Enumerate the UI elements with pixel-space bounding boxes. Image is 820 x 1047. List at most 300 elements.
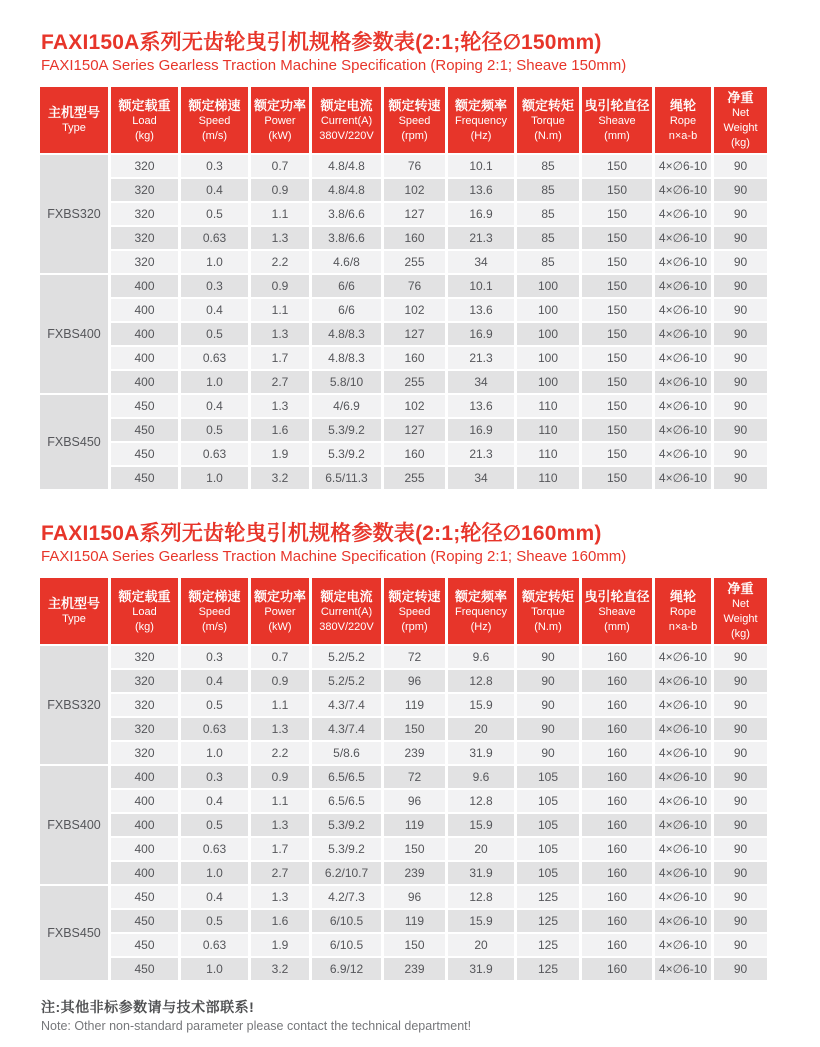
spec-cell: 0.9: [251, 766, 309, 788]
spec-cell: 105: [517, 862, 579, 884]
spec-cell: 320: [111, 646, 178, 668]
spec-cell: 5.2/5.2: [312, 670, 381, 692]
spec-row: [40, 814, 767, 836]
column-header-unit: (mm): [604, 620, 630, 633]
spec-cell: 239: [384, 742, 445, 764]
spec-row: [40, 467, 767, 489]
spec-cell: 4.8/4.8: [312, 155, 381, 177]
spec-cell: 0.9: [251, 670, 309, 692]
column-header-cn: 额定梯速: [188, 97, 241, 113]
spec-cell: 85: [517, 251, 579, 273]
spec-cell: 160: [582, 790, 652, 812]
spec-cell: 34: [448, 371, 514, 393]
spec-cell: 90: [714, 910, 767, 932]
spec-cell: 20: [448, 838, 514, 860]
section-title-en: FAXI150A Series Gearless Traction Machine Specification (Roping 2:1; Sheave 150mm): [41, 57, 627, 74]
spec-cell: 1.0: [181, 862, 248, 884]
spec-cell: 450: [111, 419, 178, 441]
column-header-en: Torque: [531, 605, 565, 618]
spec-cell: 90: [517, 670, 579, 692]
column-header-cn: 额定载重: [118, 97, 171, 113]
spec-row: [40, 718, 767, 740]
spec-cell: 3.2: [251, 958, 309, 980]
column-header-en: Speed: [398, 114, 431, 127]
spec-cell: 320: [111, 251, 178, 273]
spec-cell: 0.63: [181, 347, 248, 369]
spec-cell: 255: [384, 467, 445, 489]
spec-cell: 4×∅6-10: [655, 910, 711, 932]
spec-cell: 31.9: [448, 958, 514, 980]
spec-cell: 1.3: [251, 718, 309, 740]
spec-cell: 4.8/4.8: [312, 179, 381, 201]
spec-cell: 9.6: [448, 766, 514, 788]
column-header-unit: (m/s): [201, 620, 228, 633]
column-header-cn: 额定转矩: [521, 97, 574, 113]
spec-cell: 255: [384, 371, 445, 393]
spec-cell: 0.5: [181, 419, 248, 441]
spec-cell: 0.5: [181, 910, 248, 932]
spec-cell: 150: [582, 299, 652, 321]
spec-row: [40, 251, 767, 273]
spec-cell: 76: [384, 155, 445, 177]
spec-cell: 31.9: [448, 742, 514, 764]
spec-cell: 255: [384, 251, 445, 273]
spec-row: [40, 395, 767, 417]
spec-cell: 0.3: [181, 646, 248, 668]
spec-cell: 90: [714, 347, 767, 369]
machine-type-cell: FXBS320: [40, 155, 108, 273]
column-header-unit: (Hz): [470, 129, 492, 142]
column-header-unit: (N.m): [534, 620, 562, 633]
spec-cell: 450: [111, 934, 178, 956]
spec-cell: 0.4: [181, 395, 248, 417]
spec-cell: 6/6: [312, 275, 381, 297]
spec-cell: 1.0: [181, 251, 248, 273]
spec-cell: 5.3/9.2: [312, 814, 381, 836]
footnote: [41, 998, 820, 1034]
spec-cell: 119: [384, 694, 445, 716]
spec-cell: 0.4: [181, 886, 248, 908]
spec-cell: 100: [517, 275, 579, 297]
spec-cell: 0.5: [181, 694, 248, 716]
spec-cell: 90: [517, 646, 579, 668]
spec-cell: 4×∅6-10: [655, 323, 711, 345]
machine-type-cell: FXBS400: [40, 275, 108, 393]
spec-cell: 150: [582, 275, 652, 297]
spec-cell: 450: [111, 958, 178, 980]
spec-cell: 4×∅6-10: [655, 155, 711, 177]
column-header-en: Speed: [398, 605, 431, 618]
spec-cell: 6.9/12: [312, 958, 381, 980]
spec-cell: 90: [714, 934, 767, 956]
spec-cell: 4×∅6-10: [655, 251, 711, 273]
spec-cell: 96: [384, 790, 445, 812]
spec-cell: 320: [111, 718, 178, 740]
column-header-en: Net Weight: [723, 598, 758, 625]
header-row: [40, 578, 767, 644]
spec-cell: 2.2: [251, 742, 309, 764]
spec-cell: 6/6: [312, 299, 381, 321]
spec-cell: 320: [111, 742, 178, 764]
column-header-unit: (mm): [604, 129, 630, 142]
column-header: [40, 87, 108, 153]
machine-type-cell: FXBS400: [40, 766, 108, 884]
column-header-unit: (Hz): [470, 620, 492, 633]
spec-cell: 90: [714, 179, 767, 201]
spec-cell: 0.63: [181, 838, 248, 860]
column-header: [181, 87, 248, 153]
spec-cell: 12.8: [448, 670, 514, 692]
column-header: [312, 578, 381, 644]
spec-row: [40, 179, 767, 201]
spec-cell: 72: [384, 646, 445, 668]
spec-cell: 4×∅6-10: [655, 179, 711, 201]
spec-cell: 90: [714, 646, 767, 668]
spec-cell: 0.63: [181, 443, 248, 465]
spec-cell: 150: [582, 227, 652, 249]
spec-cell: 90: [714, 670, 767, 692]
spec-cell: 9.6: [448, 646, 514, 668]
spec-section-sheave-150: [41, 30, 820, 491]
spec-cell: 20: [448, 934, 514, 956]
spec-cell: 90: [517, 742, 579, 764]
column-header-cn: 绳轮: [669, 97, 696, 113]
spec-cell: 150: [582, 419, 652, 441]
spec-cell: 85: [517, 179, 579, 201]
column-header-cn: 主机型号: [47, 596, 100, 611]
spec-cell: 4×∅6-10: [655, 203, 711, 225]
column-header-cn: 额定频率: [454, 97, 507, 113]
spec-cell: 1.3: [251, 395, 309, 417]
spec-cell: 4.2/7.3: [312, 886, 381, 908]
spec-row: [40, 347, 767, 369]
spec-cell: 400: [111, 323, 178, 345]
spec-row: [40, 742, 767, 764]
spec-cell: 105: [517, 838, 579, 860]
spec-cell: 4×∅6-10: [655, 670, 711, 692]
spec-cell: 1.6: [251, 910, 309, 932]
column-header-cn: 绳轮: [669, 588, 696, 604]
spec-cell: 0.7: [251, 646, 309, 668]
column-header: [384, 578, 445, 644]
spec-cell: 0.4: [181, 670, 248, 692]
column-header-en: Speed: [198, 605, 231, 618]
spec-cell: 125: [517, 910, 579, 932]
column-header-en: Type: [62, 122, 86, 134]
column-header-en: Load: [132, 605, 157, 618]
spec-row: [40, 790, 767, 812]
column-header-cn: 额定电流: [320, 588, 373, 604]
spec-cell: 10.1: [448, 275, 514, 297]
spec-cell: 90: [714, 251, 767, 273]
section-title-cn: FAXI150A系列无齿轮曳引机规格参数表(2:1;轮径∅150mm): [41, 31, 602, 54]
column-header-unit: (kW): [268, 129, 292, 142]
spec-cell: 110: [517, 419, 579, 441]
spec-cell: 1.1: [251, 790, 309, 812]
spec-row: [40, 862, 767, 884]
spec-cell: 450: [111, 910, 178, 932]
column-header: [40, 578, 108, 644]
spec-cell: 13.6: [448, 395, 514, 417]
spec-cell: 160: [582, 814, 652, 836]
spec-cell: 1.6: [251, 419, 309, 441]
spec-cell: 21.3: [448, 227, 514, 249]
spec-cell: 150: [582, 323, 652, 345]
spec-cell: 150: [582, 179, 652, 201]
spec-cell: 90: [714, 862, 767, 884]
column-header-unit: (N.m): [534, 129, 562, 142]
column-header: [582, 87, 652, 153]
spec-cell: 4×∅6-10: [655, 467, 711, 489]
spec-cell: 6/10.5: [312, 910, 381, 932]
column-header-cn: 主机型号: [47, 105, 100, 120]
spec-cell: 150: [582, 203, 652, 225]
spec-cell: 0.63: [181, 934, 248, 956]
column-header-unit: 380V/220V: [319, 620, 374, 633]
spec-cell: 0.63: [181, 227, 248, 249]
spec-cell: 90: [714, 227, 767, 249]
spec-cell: 90: [714, 395, 767, 417]
spec-cell: 102: [384, 395, 445, 417]
spec-cell: 4.8/8.3: [312, 347, 381, 369]
column-header-unit: (kW): [268, 620, 292, 633]
spec-cell: 2.7: [251, 862, 309, 884]
spec-cell: 3.8/6.6: [312, 203, 381, 225]
spec-cell: 105: [517, 766, 579, 788]
spec-cell: 320: [111, 155, 178, 177]
spec-cell: 1.0: [181, 371, 248, 393]
spec-cell: 320: [111, 227, 178, 249]
spec-cell: 2.2: [251, 251, 309, 273]
spec-cell: 1.0: [181, 742, 248, 764]
spec-cell: 90: [714, 838, 767, 860]
spec-cell: 6.5/6.5: [312, 766, 381, 788]
spec-cell: 102: [384, 179, 445, 201]
spec-cell: 4.8/8.3: [312, 323, 381, 345]
column-header-en: Frequency: [455, 114, 507, 127]
spec-cell: 4.6/8: [312, 251, 381, 273]
spec-cell: 90: [517, 718, 579, 740]
column-header: [714, 578, 767, 644]
spec-cell: 0.9: [251, 275, 309, 297]
spec-cell: 160: [582, 838, 652, 860]
spec-cell: 400: [111, 838, 178, 860]
spec-cell: 125: [517, 886, 579, 908]
column-header-unit: (kg): [731, 137, 750, 149]
spec-cell: 400: [111, 371, 178, 393]
spec-row: [40, 646, 767, 668]
spec-cell: 1.3: [251, 323, 309, 345]
spec-cell: 150: [582, 155, 652, 177]
column-header: [384, 87, 445, 153]
spec-cell: 21.3: [448, 347, 514, 369]
spec-cell: 160: [582, 862, 652, 884]
spec-cell: 400: [111, 347, 178, 369]
column-header-cn: 额定频率: [454, 588, 507, 604]
column-header: [714, 87, 767, 153]
spec-cell: 1.1: [251, 203, 309, 225]
spec-cell: 110: [517, 395, 579, 417]
spec-table-sheave-150: [37, 85, 770, 491]
column-header-unit: n×a-b: [668, 620, 698, 633]
spec-cell: 105: [517, 814, 579, 836]
spec-cell: 90: [714, 886, 767, 908]
spec-cell: 4×∅6-10: [655, 419, 711, 441]
spec-cell: 400: [111, 299, 178, 321]
spec-cell: 90: [714, 790, 767, 812]
spec-row: [40, 443, 767, 465]
spec-cell: 450: [111, 886, 178, 908]
column-header-en: Current(A): [320, 605, 373, 618]
spec-row: [40, 275, 767, 297]
spec-cell: 90: [714, 323, 767, 345]
spec-cell: 4×∅6-10: [655, 742, 711, 764]
spec-cell: 4×∅6-10: [655, 275, 711, 297]
spec-cell: 90: [714, 718, 767, 740]
spec-cell: 4×∅6-10: [655, 227, 711, 249]
column-header-en: Speed: [198, 114, 231, 127]
spec-cell: 0.5: [181, 814, 248, 836]
spec-cell: 160: [582, 694, 652, 716]
spec-cell: 400: [111, 814, 178, 836]
column-header-en: Power: [264, 114, 296, 127]
spec-cell: 4×∅6-10: [655, 443, 711, 465]
spec-cell: 6/10.5: [312, 934, 381, 956]
spec-cell: 85: [517, 155, 579, 177]
column-header-cn: 曳引轮直径: [584, 97, 650, 113]
column-header-en: Torque: [531, 114, 565, 127]
spec-cell: 239: [384, 862, 445, 884]
column-header-unit: (kg): [135, 129, 154, 142]
spec-cell: 150: [582, 467, 652, 489]
spec-cell: 16.9: [448, 323, 514, 345]
spec-row: [40, 694, 767, 716]
spec-row: [40, 934, 767, 956]
spec-cell: 4×∅6-10: [655, 371, 711, 393]
spec-cell: 160: [582, 910, 652, 932]
column-header-en: Type: [62, 613, 86, 625]
spec-cell: 125: [517, 934, 579, 956]
spec-cell: 4.3/7.4: [312, 718, 381, 740]
spec-cell: 102: [384, 299, 445, 321]
spec-row: [40, 766, 767, 788]
column-header-cn: 净重: [727, 90, 754, 105]
spec-cell: 5/8.6: [312, 742, 381, 764]
column-header-cn: 额定转速: [388, 97, 441, 113]
spec-cell: 15.9: [448, 910, 514, 932]
spec-cell: 1.0: [181, 958, 248, 980]
column-header-cn: 额定载重: [118, 588, 171, 604]
section-title-en: FAXI150A Series Gearless Traction Machine Specification (Roping 2:1; Sheave 160mm): [41, 548, 627, 565]
spec-cell: 320: [111, 694, 178, 716]
spec-cell: 4.3/7.4: [312, 694, 381, 716]
spec-cell: 100: [517, 371, 579, 393]
spec-cell: 4×∅6-10: [655, 718, 711, 740]
column-header: [111, 578, 178, 644]
column-header: [312, 87, 381, 153]
column-header-en: Rope: [669, 114, 697, 127]
spec-cell: 90: [714, 742, 767, 764]
spec-cell: 5.3/9.2: [312, 443, 381, 465]
spec-cell: 90: [714, 371, 767, 393]
spec-row: [40, 203, 767, 225]
spec-cell: 0.9: [251, 179, 309, 201]
spec-cell: 13.6: [448, 299, 514, 321]
spec-cell: 5.3/9.2: [312, 838, 381, 860]
spec-cell: 90: [714, 443, 767, 465]
spec-cell: 4×∅6-10: [655, 958, 711, 980]
spec-cell: 127: [384, 323, 445, 345]
machine-type-cell: FXBS450: [40, 395, 108, 489]
spec-cell: 0.63: [181, 718, 248, 740]
spec-cell: 10.1: [448, 155, 514, 177]
spec-cell: 160: [582, 934, 652, 956]
spec-row: [40, 419, 767, 441]
spec-cell: 400: [111, 862, 178, 884]
spec-cell: 4×∅6-10: [655, 790, 711, 812]
spec-cell: 15.9: [448, 694, 514, 716]
column-header-en: Power: [264, 605, 296, 618]
spec-cell: 400: [111, 275, 178, 297]
spec-cell: 1.7: [251, 838, 309, 860]
spec-row: [40, 910, 767, 932]
spec-cell: 90: [714, 155, 767, 177]
spec-cell: 150: [384, 838, 445, 860]
spec-row: [40, 886, 767, 908]
spec-cell: 3.8/6.6: [312, 227, 381, 249]
spec-cell: 320: [111, 670, 178, 692]
column-header-unit: 380V/220V: [319, 129, 374, 142]
machine-type-cell: FXBS450: [40, 886, 108, 980]
spec-cell: 6.5/6.5: [312, 790, 381, 812]
header-row: [40, 87, 767, 153]
spec-cell: 1.1: [251, 299, 309, 321]
spec-cell: 150: [582, 251, 652, 273]
spec-cell: 90: [714, 814, 767, 836]
column-header: [448, 87, 514, 153]
column-header-en: Sheave: [598, 114, 636, 127]
spec-cell: 90: [714, 694, 767, 716]
column-header-cn: 额定电流: [320, 97, 373, 113]
column-header: [251, 578, 309, 644]
spec-cell: 34: [448, 467, 514, 489]
spec-cell: 160: [384, 347, 445, 369]
spec-cell: 4×∅6-10: [655, 347, 711, 369]
spec-cell: 239: [384, 958, 445, 980]
spec-cell: 90: [714, 299, 767, 321]
spec-cell: 400: [111, 766, 178, 788]
column-header-cn: 额定梯速: [188, 588, 241, 604]
column-header-cn: 额定转矩: [521, 588, 574, 604]
spec-cell: 0.3: [181, 155, 248, 177]
spec-cell: 96: [384, 670, 445, 692]
section-title-cn: FAXI150A系列无齿轮曳引机规格参数表(2:1;轮径∅160mm): [41, 522, 602, 545]
spec-cell: 31.9: [448, 862, 514, 884]
spec-cell: 0.5: [181, 203, 248, 225]
spec-cell: 90: [714, 419, 767, 441]
spec-cell: 4×∅6-10: [655, 299, 711, 321]
column-header-unit: (rpm): [401, 129, 428, 142]
spec-cell: 150: [582, 395, 652, 417]
spec-cell: 150: [582, 443, 652, 465]
spec-cell: 4×∅6-10: [655, 886, 711, 908]
column-header-unit: (kg): [135, 620, 154, 633]
column-header: [448, 578, 514, 644]
spec-cell: 34: [448, 251, 514, 273]
spec-cell: 160: [582, 766, 652, 788]
spec-cell: 76: [384, 275, 445, 297]
spec-cell: 119: [384, 910, 445, 932]
